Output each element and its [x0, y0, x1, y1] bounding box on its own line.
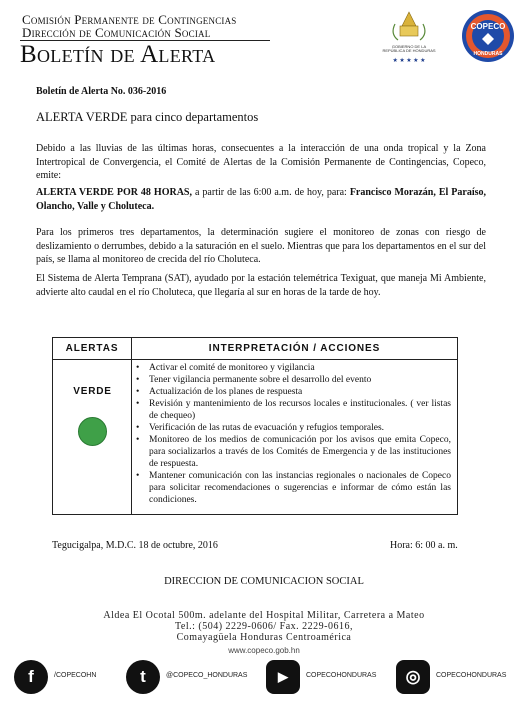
social-youtube[interactable]	[266, 660, 386, 696]
bulletin-number: Boletín de Alerta No. 036-2016	[36, 86, 167, 97]
svg-text:REPÚBLICA DE HONDURAS: REPÚBLICA DE HONDURAS	[382, 48, 436, 53]
intro-paragraph: Debido a las lluvias de las últimas horas, consecuentes a la interacción de una onda tropical y la Zona Intertropical de Convergencia, el Comité de Alertas de la Comisión Permanente de Contingencias, Copeco, emite:	[36, 143, 486, 181]
sat-paragraph: El Sistema de Alerta Temprana (SAT), ayudado por la estación telemétrica Texiguat, que maneja Mi Ambiente, advierte alto caudal en el río Choluteca, que llegaría al sur en horas de la tarde de hoy.	[36, 273, 486, 298]
social-handle: @COPECO_HONDURAS	[166, 672, 248, 679]
alert-title: ALERTA VERDE para cinco departamentos	[36, 110, 259, 124]
social-facebook[interactable]	[14, 660, 124, 696]
address-line: Aldea El Ocotal 500m. adelante del Hospital Militar, Carretera a Mateo	[103, 610, 425, 621]
alert-statement-lead: ALERTA VERDE POR 48 HORAS,	[36, 187, 192, 198]
departments-paragraph: Para los primeros tres departamentos, la determinación sugiere el monitoreo de zonas con riesgo de deslizamiento o derrumbes, debido a la saturación en el suelo. Mientras que para los departamentos en el sur del país, se llama al monitoreo de crecida del río Choluteca.	[36, 227, 486, 265]
svg-text:HONDURAS: HONDURAS	[473, 51, 503, 57]
list-item: • Actualización de los planes de respuesta	[136, 387, 303, 397]
honduras-emblem-icon	[378, 6, 440, 66]
page-title: Boletín de Alerta	[20, 41, 216, 68]
alert-statement	[36, 186, 486, 213]
svg-text:★ ★ ★ ★ ★: ★ ★ ★ ★ ★	[392, 58, 426, 64]
list-item: • Revisión y mantenimiento de los recursos locales e institucionales. ( ver listas de chequeo)	[136, 399, 451, 421]
table-header-interpretacion: INTERPRETACIÓN / ACCIONES	[132, 338, 457, 360]
youtube-icon: ▶	[266, 660, 300, 694]
instagram-icon: ◎	[396, 660, 430, 694]
alert-table	[52, 337, 458, 515]
svg-text:COPECO: COPECO	[470, 22, 506, 31]
table-header-alertas: ALERTAS	[53, 338, 132, 360]
social-handle: /COPECOHN	[54, 672, 97, 679]
facebook-icon: f	[14, 660, 48, 694]
list-item: • Mantener comunicación con las instancias regionales o nacionales de Copeco para solicitar recomendaciones o sugerencias e informar de cómo están las condiciones.	[136, 471, 451, 505]
website-link[interactable]: www.copeco.gob.hn	[228, 646, 300, 655]
address-line: Comayagüela Honduras Centroamérica	[176, 632, 352, 643]
social-handle: COPECOHONDURAS	[306, 672, 377, 679]
header-institution: Comisión Permanente de Contingencias	[22, 12, 237, 27]
social-twitter[interactable]	[126, 660, 256, 696]
actions-list	[136, 362, 451, 506]
copeco-logo-icon	[461, 9, 515, 63]
date-line: Tegucigalpa, M.D.C. 18 de octubre, 2016	[52, 540, 218, 551]
list-item: • Monitoreo de los medios de comunicación por los avisos que emita Copeco, para socializarlos a través de los Comités de Emergencia y de las instituciones de respuesta.	[136, 435, 451, 469]
header-department: Dirección de Comunicación Social	[22, 25, 211, 40]
emblem-text: GOBIERNO DE LA	[391, 44, 427, 49]
list-item: • Activar el comité de monitoreo y vigilancia	[136, 363, 315, 373]
list-item: • Verificación de las rutas de evacuación y refugios temporales.	[136, 423, 385, 433]
green-alert-dot-icon	[78, 417, 107, 446]
hour-line: Hora: 6: 00 a. m.	[390, 540, 458, 551]
twitter-icon: t	[126, 660, 160, 694]
alert-level-cell	[53, 360, 132, 514]
footer-direccion: DIRECCION DE COMUNICACION SOCIAL	[164, 576, 364, 587]
list-item: • Tener vigilancia permanente sobre el desarrollo del evento	[136, 375, 372, 385]
social-handle: COPECOHONDURAS	[436, 672, 507, 679]
address-line: Tel.: (504) 2229-0606/ Fax. 2229-0616,	[174, 621, 353, 632]
alert-statement-departments: Francisco Morazán, El Paraíso, Olancho, Valle y Choluteca.	[36, 187, 486, 212]
social-instagram[interactable]	[396, 660, 521, 696]
alert-level-label: VERDE	[73, 386, 112, 397]
alert-statement-mid: a partir de las 6:00 a.m. de hoy, para:	[192, 187, 350, 198]
footer-address	[0, 610, 528, 643]
